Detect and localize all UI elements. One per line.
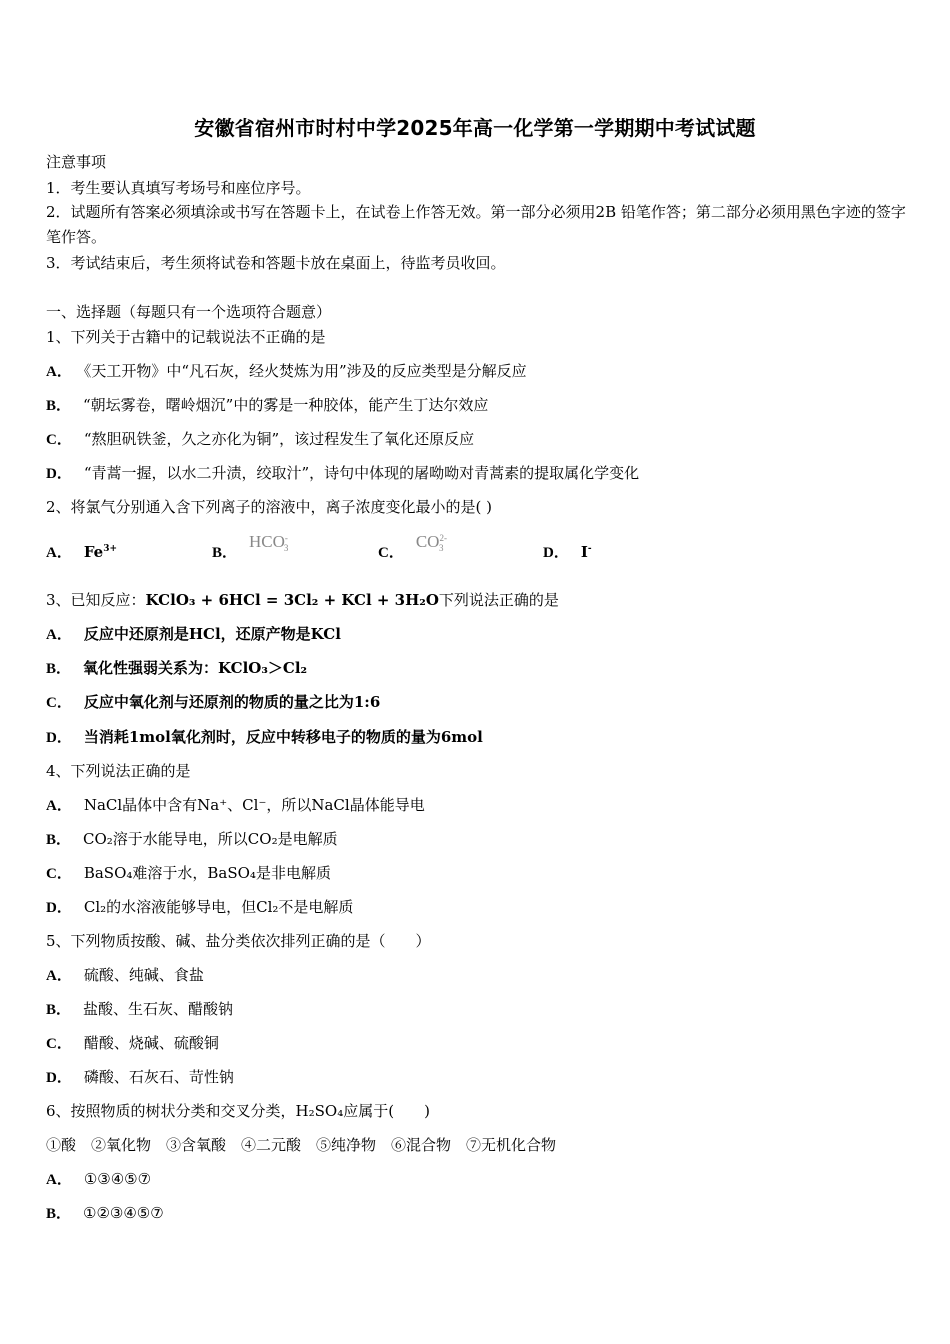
question-2-stem: 2、将氯气分别通入含下列离子的溶液中，离子浓度变化最小的是( ) (46, 498, 493, 516)
exam-title: 安徽省宿州市时村中学2025年高一化学第一学期期中考试试题 (194, 116, 756, 140)
section-heading: 一、选择题（每题只有一个选项符合题意） (46, 303, 332, 321)
question-4-option-c: C． BaSO₄难溶于水，BaSO₄是非电解质 (46, 864, 331, 882)
question-2-option-b: B．$HCO^-_3$ (212, 532, 289, 561)
question-4-option-a: A． NaCl晶体中含有Na⁺、Cl⁻，所以NaCl晶体能导电 (46, 796, 425, 814)
question-4-option-b: B． CO₂溶于水能导电，所以CO₂是电解质 (46, 830, 338, 848)
question-5-option-d: D． 磷酸、石灰石、苛性钠 (46, 1068, 234, 1086)
question-3-option-b: B． 氧化性强弱关系为：KClO₃＞Cl₂ (46, 659, 308, 677)
question-6-option-b: B． ①②③④⑤⑦ (46, 1204, 164, 1222)
question-2-option-d: D． I- (543, 543, 592, 561)
question-3-option-c: C． 反应中氧化剂与还原剂的物质的量之比为1:6 (46, 693, 381, 711)
question-1-option-b: B． “朝坛雾卷，曙岭烟沉”中的雾是一种胶体，能产生丁达尔效应 (46, 396, 489, 414)
question-5-option-a: A． 硫酸、纯碱、食盐 (46, 966, 204, 984)
notice-heading: 注意事项 (46, 153, 107, 171)
notice-item-3: 3．考试结束后，考生须将试卷和答题卡放在桌面上，待监考员收回。 (46, 254, 506, 272)
question-5-stem: 5、下列物质按酸、碱、盐分类依次排列正确的是（ ） (46, 932, 431, 950)
question-1-option-c: C． “熬胆矾铁釜，久之亦化为铜”，该过程发生了氧化还原反应 (46, 430, 475, 448)
question-3-option-a: A． 反应中还原剂是HCl，还原产物是KCl (46, 625, 341, 643)
question-6-choices: ①酸 ②氧化物 ③含氧酸 ④二元酸 ⑤纯净物 ⑥混合物 ⑦无机化合物 (46, 1136, 557, 1154)
notice-item-2: 2．试题所有答案必须填涂或书写在答题卡上，在试卷上作答无效。第一部分必须用2B 铅笔作答；第二部分必须用黑色字迹的签字笔作答。 (46, 203, 906, 246)
question-2-option-c: C．$CO^{2-}_3$ (378, 532, 447, 561)
question-4-option-d: D． Cl₂的水溶液能够导电，但Cl₂不是电解质 (46, 898, 354, 916)
question-6-stem: 6、按照物质的树状分类和交叉分类，H₂SO₄应属于( ) (46, 1102, 430, 1120)
question-5-option-b: B． 盐酸、生石灰、醋酸钠 (46, 1000, 234, 1018)
question-3-option-d: D． 当消耗1mol氧化剂时，反应中转移电子的物质的量为6mol (46, 728, 483, 746)
question-3-stem: 3、已知反应：KClO₃ + 6HCl = 3Cl₂ + KCl + 3H₂O下列说法正确的是 (46, 591, 559, 609)
notice-item-1: 1．考生要认真填写考场号和座位序号。 (46, 179, 311, 197)
question-5-option-c: C． 醋酸、烧碱、硫酸铜 (46, 1034, 219, 1052)
question-6-option-a: A． ①③④⑤⑦ (46, 1170, 152, 1188)
question-4-stem: 4、下列说法正确的是 (46, 762, 191, 780)
question-1-stem: 1、下列关于古籍中的记载说法不正确的是 (46, 328, 326, 346)
question-1-option-d: D． “青蒿一握，以水二升渍，绞取汁”，诗句中体现的屠呦呦对青蒿素的提取属化学变化 (46, 464, 640, 482)
question-1-option-a: A． 《天工开物》中“凡石灰，经火焚炼为用”涉及的反应类型是分解反应 (46, 362, 527, 380)
question-2-option-a: A． $Fe^{3+}$ (46, 543, 118, 561)
